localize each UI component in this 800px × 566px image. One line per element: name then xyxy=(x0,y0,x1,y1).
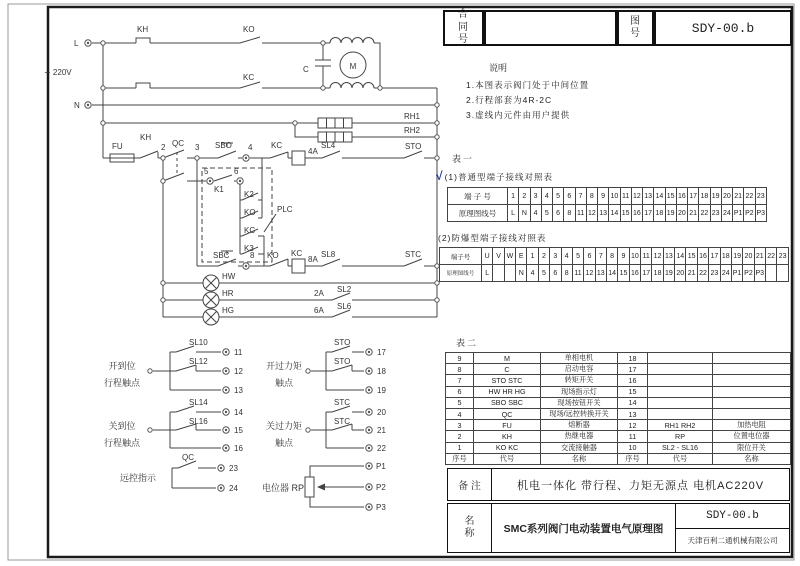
ko-coil-symbol xyxy=(292,151,305,165)
cell: 16 xyxy=(697,248,708,265)
cell: 15 xyxy=(665,188,676,205)
lamp-hg-icon xyxy=(203,309,219,325)
remark-label: 备 注 xyxy=(448,469,492,500)
cell: 13 xyxy=(598,205,609,222)
label-terminal-24: 24 xyxy=(229,484,238,493)
cell: 6 xyxy=(584,248,595,265)
label-wire4: 4 xyxy=(248,143,253,152)
row-header: 端子号 xyxy=(440,248,482,265)
cell: 16 xyxy=(618,375,648,386)
circuit-wires xyxy=(92,43,437,507)
indicator-lamps xyxy=(203,275,219,325)
label-terminal-15: 15 xyxy=(234,426,243,435)
cell: 限位开关 xyxy=(713,442,791,453)
cell: 6 xyxy=(553,205,564,222)
cell: 19 xyxy=(665,205,676,222)
label-kc-aux: KC xyxy=(244,226,256,235)
component-list-table xyxy=(445,352,791,465)
cell: 10 xyxy=(609,188,620,205)
cell: SL2 - SL16 xyxy=(648,442,713,453)
cell: 代号 xyxy=(474,453,541,464)
label-ko-interlock: KO xyxy=(267,251,279,260)
contact-symbols xyxy=(136,37,422,468)
label-sbo: SBO xyxy=(215,141,232,150)
cell xyxy=(713,386,791,397)
label-terminal-17: 17 xyxy=(377,348,386,357)
cell: 14 xyxy=(675,248,686,265)
notes-title: 说明 xyxy=(489,63,508,73)
cell: L xyxy=(482,265,493,282)
cell: L xyxy=(508,205,519,222)
cell: 18 xyxy=(699,188,710,205)
cell xyxy=(648,375,713,386)
label-open-position: 开到位 xyxy=(108,361,136,371)
cell: HW HR HG xyxy=(474,386,541,397)
cell: 7 xyxy=(446,375,474,386)
company-name: 天津百利二通机械有限公司 xyxy=(687,535,778,545)
cell: 4 xyxy=(541,188,552,205)
label-terminal-21: 21 xyxy=(377,426,386,435)
cell xyxy=(648,353,713,364)
label-sl16: SL16 xyxy=(189,417,208,426)
cell: 5 xyxy=(541,205,552,222)
label-sl12: SL12 xyxy=(189,357,208,366)
cell: 21 xyxy=(733,188,744,205)
cell: 熔断器 xyxy=(541,420,618,431)
cell: U xyxy=(482,248,493,265)
cell: 23 xyxy=(710,205,721,222)
label-kc-interlock: KC xyxy=(271,141,283,150)
cell: SBO SBC xyxy=(474,397,541,408)
cell: 21 xyxy=(754,248,765,265)
table-header-row xyxy=(446,453,791,464)
table-row xyxy=(446,408,791,419)
cell: 16 xyxy=(631,205,642,222)
cell: 5 xyxy=(553,188,564,205)
cell: 22 xyxy=(699,205,710,222)
cell: 12 xyxy=(584,265,595,282)
table-row xyxy=(448,188,767,205)
label-fu: FU xyxy=(112,142,123,151)
cell: 21 xyxy=(688,205,699,222)
label-kh-main: KH xyxy=(137,25,149,34)
cell: 5 xyxy=(446,397,474,408)
label-sbc: SBC xyxy=(213,251,230,260)
explosionproof-terminal-table xyxy=(439,247,789,282)
label-motor: M xyxy=(349,62,357,71)
label-terminal-20: 20 xyxy=(377,408,386,417)
table-row xyxy=(446,431,791,442)
cell: 13 xyxy=(595,265,606,282)
cell: 20 xyxy=(676,205,687,222)
label-terminal-19: 19 xyxy=(377,386,386,395)
cell: 21 xyxy=(686,265,697,282)
label-kc-main: KC xyxy=(243,73,255,82)
label-terminal-p3: P3 xyxy=(376,503,386,512)
cell: 16 xyxy=(629,265,640,282)
label-open-torque: 开过力矩 xyxy=(265,361,303,371)
label-qc-remote: QC xyxy=(182,453,194,462)
cell: 3 xyxy=(550,248,561,265)
cell: 2 xyxy=(519,188,530,205)
cell: QC xyxy=(474,408,541,419)
label-terminal-p1: P1 xyxy=(376,462,386,471)
contract-number-label: 合同号 xyxy=(443,10,484,46)
label-k2: K2 xyxy=(244,190,254,199)
label-line-n: N xyxy=(74,101,80,110)
cell: M xyxy=(474,353,541,364)
label-wire6a: 6A xyxy=(314,306,324,315)
cell: 单相电机 xyxy=(541,353,618,364)
label-ko-aux: KO xyxy=(244,208,256,217)
cell: 4 xyxy=(530,205,541,222)
note-item: 3.虚线内元件由用户提供 xyxy=(466,110,571,120)
cell: 15 xyxy=(618,265,629,282)
row-header: 端 子 号 xyxy=(448,188,508,205)
row-header: 原理图线号 xyxy=(448,205,508,222)
label-terminal-23: 23 xyxy=(229,464,238,473)
cell: 11 xyxy=(641,248,652,265)
cell: 5 xyxy=(572,248,583,265)
cell xyxy=(777,265,789,282)
cell: P2 xyxy=(744,205,755,222)
normal-terminal-table xyxy=(447,187,767,222)
cell xyxy=(713,353,791,364)
cell: 6 xyxy=(550,265,561,282)
cell: 9 xyxy=(618,248,629,265)
cell: 转矩开关 xyxy=(541,375,618,386)
cell: 6 xyxy=(446,386,474,397)
cell: 15 xyxy=(620,205,631,222)
cell: 19 xyxy=(663,265,674,282)
label-plc: PLC xyxy=(277,205,293,214)
cell: 12 xyxy=(631,188,642,205)
cell: 8 xyxy=(606,248,617,265)
table-row xyxy=(440,265,789,282)
table-row xyxy=(446,397,791,408)
label-kh-aux: KH xyxy=(140,133,152,142)
label-travel-contacts-1: 行程触点 xyxy=(103,378,141,388)
check-mark: √ xyxy=(436,169,444,183)
label-wire5: 5 xyxy=(204,167,209,176)
cell: 19 xyxy=(710,188,721,205)
cell: 4 xyxy=(446,408,474,419)
label-hg: HG xyxy=(222,306,234,315)
title-block-label: 名称 xyxy=(448,504,492,552)
cell xyxy=(713,408,791,419)
cell: 7 xyxy=(575,188,586,205)
table-row xyxy=(440,248,789,265)
drawing-number: SDY-00.b xyxy=(676,504,789,529)
table1-caption: 表一 xyxy=(452,154,475,164)
remark-block xyxy=(447,468,790,501)
cell: 现场/远控转换开关 xyxy=(541,408,618,419)
cell: 8 xyxy=(586,188,597,205)
label-kc-coil: KC xyxy=(291,249,303,258)
cell: STO STC xyxy=(474,375,541,386)
cell: 17 xyxy=(643,205,654,222)
label-wire3: 3 xyxy=(195,143,200,152)
cell: 15 xyxy=(686,248,697,265)
cell: 8 xyxy=(561,265,572,282)
cell: 2 xyxy=(538,248,549,265)
label-sl2: SL2 xyxy=(337,285,352,294)
cell: 序号 xyxy=(618,453,648,464)
cell: 22 xyxy=(765,248,776,265)
cell: 22 xyxy=(744,188,755,205)
cell: RH1 RH2 xyxy=(648,420,713,431)
potentiometer-symbol xyxy=(305,477,314,497)
cell: N xyxy=(519,205,530,222)
table1-subtitle: √(1)普通型端子接线对照表 xyxy=(436,169,553,183)
label-travel-contacts-2: 行程触点 xyxy=(103,438,141,448)
cell: 14 xyxy=(606,265,617,282)
cell: 3 xyxy=(446,420,474,431)
table2-subtitle: (2)防爆型端子接线对照表 xyxy=(438,233,547,243)
cell: 11 xyxy=(575,205,586,222)
cell: 17 xyxy=(641,265,652,282)
cell: 16 xyxy=(676,188,687,205)
cell: 加热电阻 xyxy=(713,420,791,431)
label-wire4a: 4A xyxy=(308,147,318,156)
cell: 10 xyxy=(618,442,648,453)
cell xyxy=(504,265,515,282)
label-sl8: SL8 xyxy=(321,250,336,259)
note-item: 2.行程部套为4R-2C xyxy=(466,95,553,105)
cell: KO KC xyxy=(474,442,541,453)
cell: 11 xyxy=(620,188,631,205)
remark-text: 机电一体化 带行程、力矩无源点 电机AC220V xyxy=(516,479,765,492)
table-row xyxy=(446,364,791,375)
label-rh1: RH1 xyxy=(404,112,421,121)
cell: 9 xyxy=(446,353,474,364)
cell: 4 xyxy=(561,248,572,265)
wire-nodes xyxy=(101,41,439,432)
cell: C xyxy=(474,364,541,375)
cell: 8 xyxy=(446,364,474,375)
label-remote-indication: 远控指示 xyxy=(119,473,157,483)
cell: 10 xyxy=(629,248,640,265)
row-header: 原理图线号 xyxy=(440,265,482,282)
cell: KH xyxy=(474,431,541,442)
cell: 位置电位器 xyxy=(713,431,791,442)
label-sto-c2: STO xyxy=(334,357,351,366)
label-sl14: SL14 xyxy=(189,398,208,407)
lamp-hw-icon xyxy=(203,275,219,291)
cell: 22 xyxy=(697,265,708,282)
cell: 名称 xyxy=(713,453,791,464)
table-row xyxy=(448,205,767,222)
drawing-number-label: 图 号 xyxy=(617,10,654,46)
cell: N xyxy=(516,265,527,282)
cell: 现场指示灯 xyxy=(541,386,618,397)
label-k1: K1 xyxy=(214,185,224,194)
drawing-number-value: SDY-00.b xyxy=(654,10,792,46)
label-terminal-16: 16 xyxy=(234,444,243,453)
label-capacitor: C xyxy=(303,65,309,74)
cell: 19 xyxy=(731,248,742,265)
cell xyxy=(765,265,776,282)
cell: 13 xyxy=(618,408,648,419)
heater-rh1-symbol xyxy=(318,118,352,128)
label-k3: K3 xyxy=(244,244,254,253)
table-row xyxy=(446,375,791,386)
label-torque-contacts-2: 触点 xyxy=(274,438,294,448)
label-stc: STC xyxy=(405,250,421,259)
cell: 14 xyxy=(618,397,648,408)
cell: 20 xyxy=(721,188,732,205)
label-terminal-22: 22 xyxy=(377,444,386,453)
cell: 11 xyxy=(618,431,648,442)
label-hw: HW xyxy=(222,272,236,281)
cell: P1 xyxy=(733,205,744,222)
label-torque-contacts-1: 触点 xyxy=(274,378,294,388)
cell: 18 xyxy=(652,265,663,282)
cell: 11 xyxy=(572,265,583,282)
cell: 17 xyxy=(618,364,648,375)
label-stc-c1: STC xyxy=(334,398,350,407)
cell: 2 xyxy=(446,431,474,442)
label-terminal-p2: P2 xyxy=(376,483,386,492)
cell xyxy=(648,397,713,408)
cell: 1 xyxy=(446,442,474,453)
cell: 17 xyxy=(688,188,699,205)
label-ko-main: KO xyxy=(243,25,255,34)
cell: 18 xyxy=(720,248,731,265)
label-rh2: RH2 xyxy=(404,126,421,135)
cell: 18 xyxy=(618,353,648,364)
cell: P3 xyxy=(755,205,767,222)
cell: 5 xyxy=(538,265,549,282)
label-potentiometer: 电位器 RP xyxy=(261,483,305,493)
cell xyxy=(713,397,791,408)
lamp-hr-icon xyxy=(203,292,219,308)
cell xyxy=(648,386,713,397)
cell: RP xyxy=(648,431,713,442)
cell: 24 xyxy=(720,265,731,282)
label-wire2a: 2A xyxy=(314,289,324,298)
cell: 12 xyxy=(618,420,648,431)
cell xyxy=(713,364,791,375)
cell: 12 xyxy=(586,205,597,222)
label-sl6: SL6 xyxy=(337,302,352,311)
cell: 15 xyxy=(618,386,648,397)
cell: 14 xyxy=(609,205,620,222)
drawing-title: SMC系列阀门电动装置电气原理图 xyxy=(492,504,676,552)
cell: 12 xyxy=(652,248,663,265)
cell: 1 xyxy=(508,188,519,205)
title-block xyxy=(447,503,790,553)
motor-winding-top xyxy=(330,38,374,44)
label-terminal-13: 13 xyxy=(234,386,243,395)
label-wire8: 8 xyxy=(250,251,255,260)
cell: E xyxy=(516,248,527,265)
label-close-torque: 关过力矩 xyxy=(265,421,303,431)
note-item: 1.本图表示阀门处于中间位置 xyxy=(466,80,590,90)
cell: 6 xyxy=(564,188,575,205)
cell: 名称 xyxy=(541,453,618,464)
cell: 启动电容 xyxy=(541,364,618,375)
cell xyxy=(493,265,504,282)
cell: 18 xyxy=(654,205,665,222)
table-row xyxy=(446,353,791,364)
cell: FU xyxy=(474,420,541,431)
cell: 23 xyxy=(777,248,789,265)
label-wire6: 6 xyxy=(234,167,239,176)
cell: 热继电器 xyxy=(541,431,618,442)
motor-winding-bottom xyxy=(330,83,374,89)
cell: W xyxy=(504,248,515,265)
label-terminal-14: 14 xyxy=(234,408,243,417)
cell: 8 xyxy=(564,205,575,222)
cell xyxy=(713,375,791,386)
cell: 20 xyxy=(675,265,686,282)
cell: 7 xyxy=(595,248,606,265)
cell xyxy=(648,364,713,375)
label-sto-c1: STO xyxy=(334,338,351,347)
cell: 13 xyxy=(663,248,674,265)
label-sl4: SL4 xyxy=(321,141,336,150)
label-wire8a: 8A xyxy=(308,255,318,264)
cell: 9 xyxy=(598,188,609,205)
table-row xyxy=(446,420,791,431)
table-row xyxy=(446,442,791,453)
cell: 23 xyxy=(709,265,720,282)
label-qc: QC xyxy=(172,139,184,148)
cell: V xyxy=(493,248,504,265)
label-terminal-18: 18 xyxy=(377,367,386,376)
label-sto: STO xyxy=(405,142,422,151)
label-wire2: 2 xyxy=(161,143,166,152)
cell: 代号 xyxy=(648,453,713,464)
label-close-position: 关到位 xyxy=(108,421,136,431)
cell: P3 xyxy=(754,265,765,282)
cell: P2 xyxy=(743,265,754,282)
label-terminal-12: 12 xyxy=(234,367,243,376)
cell: 1 xyxy=(527,248,538,265)
table-row xyxy=(446,386,791,397)
label-line-l: L xyxy=(74,39,79,48)
components-caption: 表二 xyxy=(456,338,479,348)
kc-coil-symbol xyxy=(292,259,305,273)
cell: P1 xyxy=(731,265,742,282)
cell: 23 xyxy=(755,188,767,205)
cell: 序号 xyxy=(446,453,474,464)
label-sl10: SL10 xyxy=(189,338,208,347)
cell: 13 xyxy=(643,188,654,205)
cell: 24 xyxy=(721,205,732,222)
label-hr: HR xyxy=(222,289,234,298)
cell: 20 xyxy=(743,248,754,265)
label-stc-c2: STC xyxy=(334,417,350,426)
cell: 现场按钮开关 xyxy=(541,397,618,408)
cell: 交流接触器 xyxy=(541,442,618,453)
label-voltage: ∽ 220V xyxy=(44,68,72,77)
cell: 17 xyxy=(709,248,720,265)
potentiometer-wiper-arrow xyxy=(317,484,325,491)
cell: 14 xyxy=(654,188,665,205)
cell: 4 xyxy=(527,265,538,282)
cell: 3 xyxy=(530,188,541,205)
cell xyxy=(648,408,713,419)
label-terminal-11: 11 xyxy=(234,348,243,357)
contract-number-value xyxy=(484,10,617,46)
schematic-labels xyxy=(44,25,421,512)
